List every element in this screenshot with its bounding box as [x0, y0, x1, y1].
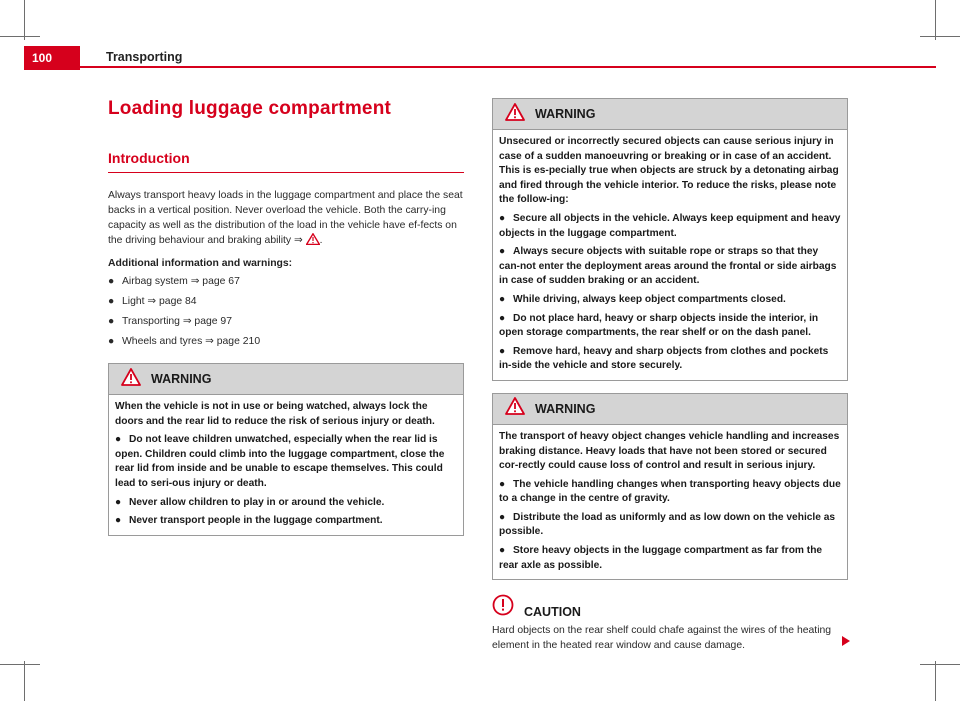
warning-body — [109, 395, 463, 535]
warning-bullet: ● Never allow children to play in or around the vehicle. — [115, 496, 385, 508]
reference-text: Light ⇒ page 84 — [122, 296, 197, 307]
warning-bullet: ● The vehicle handling changes when transporting heavy objects due to a change in the centre of gravity. — [499, 478, 841, 505]
warning-title: WARNING — [151, 372, 212, 386]
warning-header — [493, 394, 847, 425]
page-number: 100 — [24, 46, 80, 70]
warning-header — [109, 364, 463, 395]
chapter-title: Transporting — [106, 50, 183, 64]
crop-mark — [920, 664, 960, 665]
crop-mark — [24, 661, 25, 701]
subsection-title: Introduction — [108, 150, 190, 166]
intro-paragraph — [108, 188, 464, 250]
warning-box-heavy-objects — [492, 393, 848, 580]
warning-intro: Unsecured or incorrectly secured objects can cause serious injury in case of a sudden manoeuvring or breaking or in case of an accident. This is es-pecially true when objects are struck by a detonating airbag and fired through the vehicle interior. To reduce the risks, please note the follow-ing: — [499, 136, 839, 206]
warning-bullet: ● Do not place hard, heavy or sharp objects inside the interior, in open storage compartments, the rear shelf or on the dash panel. — [499, 312, 819, 339]
warning-triangle-icon — [505, 103, 525, 126]
crop-mark — [24, 0, 25, 40]
subsection-rule — [108, 172, 464, 173]
crop-mark — [920, 36, 960, 37]
caution-text — [492, 623, 848, 653]
header-rule — [24, 66, 936, 68]
warning-bullet: ● Never transport people in the luggage compartment. — [115, 515, 383, 527]
caution-icon — [492, 594, 514, 621]
bullet: ● — [108, 336, 115, 347]
right-column — [492, 98, 848, 653]
warning-header — [493, 99, 847, 130]
warning-bullet: ● While driving, always keep object compartments closed. — [499, 293, 786, 305]
warning-triangle-icon — [121, 368, 141, 391]
warning-bullet: ● Always secure objects with suitable rope or straps so that they can-not enter the deployment areas around the frontal or side airbags in case of sudden braking or an accident. — [499, 246, 837, 287]
bullet: ● — [108, 296, 115, 307]
reference-text: Airbag system ⇒ page 67 — [122, 276, 240, 287]
warning-box-children — [108, 363, 464, 536]
intro-text: Always transport heavy loads in the luggage compartment and place the seat backs in a vertical position. Never overload the vehicle. Both the carry-ing capacity as well as the distribution of the load in the vehicle have ef-fects on the driving behaviour and braking ability ⇒ — [108, 190, 463, 246]
caution-header — [492, 594, 848, 621]
crop-mark — [935, 0, 936, 40]
bullet: ● — [108, 316, 115, 327]
warning-title: WARNING — [535, 107, 596, 121]
crop-mark — [935, 661, 936, 701]
warning-body — [493, 425, 847, 579]
section-title: Loading luggage compartment — [108, 98, 392, 119]
warning-bullet: ● Distribute the load as uniformly and as low down on the vehicle as possible. — [499, 511, 836, 538]
warning-intro: The transport of heavy object changes vehicle handling and increases braking distance. Heavy loads that have not been stored or secured cor-rectly could cause loss of control and result in serious injury. — [499, 430, 840, 472]
warning-bullet: ● Do not leave children unwatched, especially when the rear lid is open. Children could climb into the luggage compartment, close the rear lid from inside and be unable to escape themselves. This could lead to seri-ous injury or death. — [115, 434, 445, 489]
crop-mark — [0, 664, 40, 665]
next-page-arrow-icon[interactable] — [842, 636, 850, 651]
warning-box-objects — [492, 98, 848, 381]
warning-triangle-icon[interactable] — [306, 233, 320, 250]
warning-title: WARNING — [535, 401, 596, 416]
warning-triangle-icon — [505, 397, 525, 420]
caution-body: Hard objects on the rear shelf could chafe against the wires of the heating element in the heated rear window and cause damage. — [492, 625, 832, 652]
intro-end: . — [319, 235, 323, 246]
left-column — [108, 98, 464, 536]
reference-text: Wheels and tyres ⇒ page 210 — [122, 336, 261, 347]
additional-info-heading: Additional information and warnings: — [108, 258, 293, 269]
warning-bullet: ● Store heavy objects in the luggage compartment as far from the rear axle as possible. — [499, 545, 823, 571]
crop-mark — [0, 36, 40, 37]
reference-item[interactable] — [108, 274, 464, 289]
warning-body — [493, 130, 847, 380]
reference-item[interactable] — [108, 334, 464, 349]
bullet: ● — [108, 276, 115, 287]
caution-title: CAUTION — [524, 604, 581, 619]
reference-text: Transporting ⇒ page 97 — [122, 316, 232, 327]
reference-item[interactable] — [108, 314, 464, 329]
reference-item[interactable] — [108, 294, 464, 309]
warning-bullet: ● Secure all objects in the vehicle. Always keep equipment and heavy objects in the luggage compartment. — [499, 212, 841, 239]
warning-intro: When the vehicle is not in use or being watched, always lock the doors and the rear lid to reduce the risk of serious injury or death. — [115, 401, 435, 427]
reference-list — [108, 274, 464, 349]
warning-bullet: ● Remove hard, heavy and sharp objects from clothes and pockets in-side the vehicle and store securely. — [499, 345, 829, 372]
